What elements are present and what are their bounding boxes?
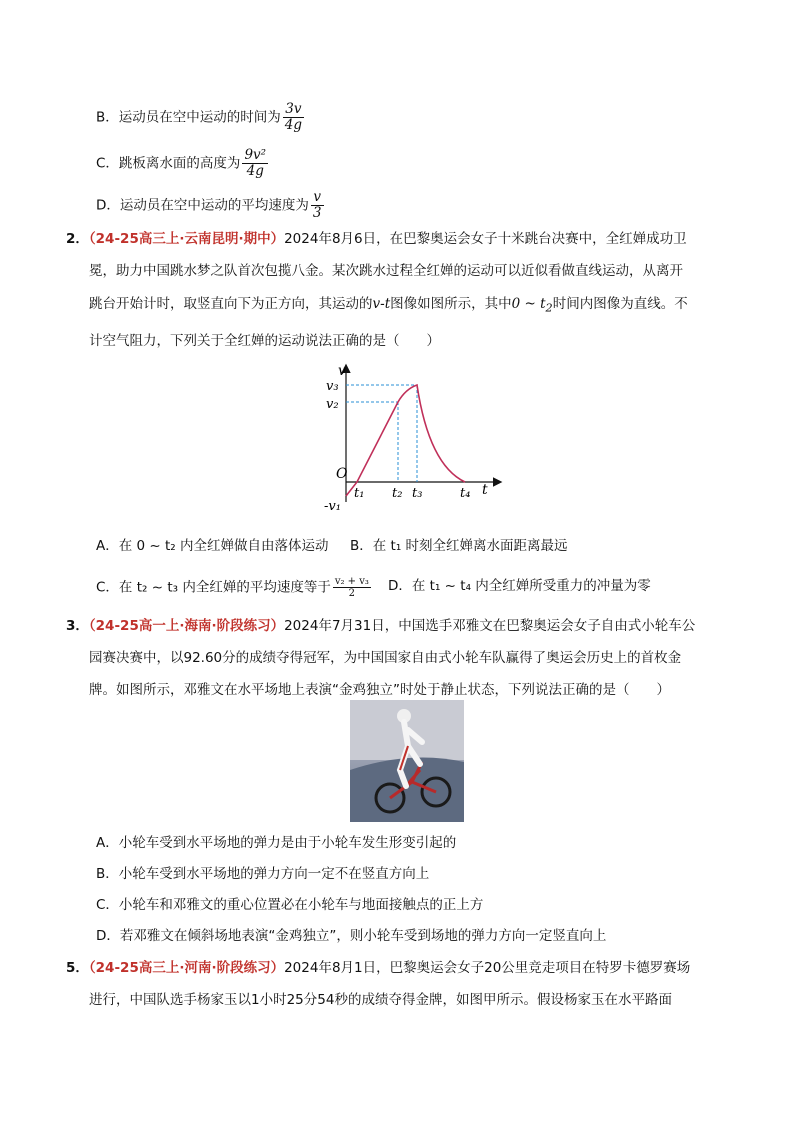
q1-option-b-fraction <box>283 102 304 133</box>
q3-option-b: B．小轮车受到水平场地的弹力方向一定不在竖直方向上 <box>96 866 430 882</box>
fraction-denominator: 3 <box>312 205 322 221</box>
v3-label: v₃ <box>326 379 339 394</box>
q3-option-a: A．小轮车受到水平场地的弹力是由于小轮车发生形变引起的 <box>96 835 457 851</box>
q1-option-b <box>96 102 306 133</box>
q1-option-c-fraction <box>242 148 268 179</box>
q5-line-2: 进行，中国队选手杨家玉以1小时25分54秒的成绩夺得金牌，如图甲所示。假设杨家玉在水平路面 <box>89 992 672 1008</box>
time-range: 0 ~ t <box>511 296 546 312</box>
q1-option-c <box>96 148 270 179</box>
fraction-numerator: v₂ + v₃ <box>334 576 369 587</box>
question-number: 5． <box>66 960 89 976</box>
q3-line-2: 园赛决赛中，以92.60分的成绩夺得冠军，为中国国家自由式小轮车队赢得了奥运会历史上的首枚金 <box>89 650 682 666</box>
origin-label: O <box>336 466 348 482</box>
q2-line-4: 计空气阻力，下列关于全红婵的运动说法正确的是（ ） <box>89 333 440 349</box>
q2-line-3 <box>89 294 688 319</box>
fraction-denominator: 4g <box>246 163 264 179</box>
fraction-numerator: v <box>311 190 324 206</box>
q2-option-c <box>96 576 373 599</box>
t2-label: t₂ <box>392 486 403 501</box>
fraction-denominator: 4g <box>284 117 302 133</box>
q2-option-c-fraction <box>333 576 371 599</box>
q3-line-3: 牌。如图所示，邓雅文在水平场地上表演“金鸡独立”时处于静止状态，下列说法正确的是（ ） <box>89 682 670 698</box>
bmx-rider-photo <box>350 700 464 822</box>
q1-option-d-text: D．运动员在空中运动的平均速度为 <box>96 197 309 214</box>
bmx-illustration <box>350 700 464 822</box>
t3-label: t₃ <box>412 486 423 501</box>
q2-text-3a: 跳台开始计时，取竖直向下为正方向，其运动的 <box>89 296 373 312</box>
question-number: 2． <box>66 231 89 247</box>
q2-option-c-text: C．在 t₂ ~ t₃ 内全红婵的平均速度等于 <box>96 579 331 596</box>
q2-text-1: 2024年8月6日，在巴黎奥运会女子十米跳台决赛中，全红婵成功卫 <box>284 231 687 247</box>
q1-option-b-text: B．运动员在空中运动的时间为 <box>96 109 281 126</box>
t1-label: t₁ <box>354 486 365 501</box>
t4-label: t₄ <box>460 486 471 501</box>
q2-line-1 <box>66 229 687 249</box>
q2-text-3f: 时间内图像为直线。不 <box>552 296 688 312</box>
v2-label: v₂ <box>326 397 339 412</box>
fraction-denominator: 2 <box>348 588 356 599</box>
t-axis-label: t <box>482 482 488 498</box>
q3-line-1 <box>66 616 695 636</box>
q3-option-c: C．小轮车和邓雅文的重心位置必在小轮车与地面接触点的正上方 <box>96 897 484 913</box>
question-source: （24-25高一上·海南·阶段练习） <box>88 618 285 634</box>
fraction-numerator: 9v² <box>244 147 267 163</box>
question-number: 3． <box>66 618 89 634</box>
q3-option-d: D．若邓雅文在倾斜场地表演“金鸡独立”，则小轮车受到场地的弹力方向一定竖直向上 <box>96 928 607 944</box>
q5-line-1 <box>66 958 690 978</box>
q2-option-b: B．在 t₁ 时刻全红婵离水面距离最远 <box>350 538 568 554</box>
fraction-numerator: 3v <box>283 102 304 118</box>
q2-text-3c: 图像如图所示，其中 <box>390 296 512 312</box>
question-source: （24-25高三上·云南昆明·期中） <box>88 231 285 247</box>
q5-text-1: 2024年8月1日，巴黎奥运会女子20公里竞走项目在特罗卡德罗赛场 <box>284 960 691 976</box>
q2-option-a: A．在 0 ~ t₂ 内全红婵做自由落体运动 <box>96 538 329 554</box>
vt-label: v-t <box>372 296 391 312</box>
q2-option-d: D．在 t₁ ~ t₄ 内全红婵所受重力的冲量为零 <box>388 578 651 594</box>
time-range-subscript: 2 <box>545 301 553 315</box>
q2-line-2: 冕，助力中国跳水梦之队首次包揽八金。某次跳水过程全红婵的运动可以近似看做直线运动，从离开 <box>89 263 683 279</box>
q1-option-d-fraction <box>311 190 324 221</box>
v-axis-label: v <box>338 363 346 379</box>
q3-text-1: 2024年7月31日，中国选手邓雅文在巴黎奥运会女子自由式小轮车公 <box>284 618 696 634</box>
vt-graph <box>322 362 512 512</box>
question-source: （24-25高三上·河南·阶段练习） <box>88 960 285 976</box>
neg-v1-label: -v₁ <box>324 499 341 512</box>
q1-option-d <box>96 190 326 221</box>
q1-option-c-text: C．跳板离水面的高度为 <box>96 155 241 172</box>
